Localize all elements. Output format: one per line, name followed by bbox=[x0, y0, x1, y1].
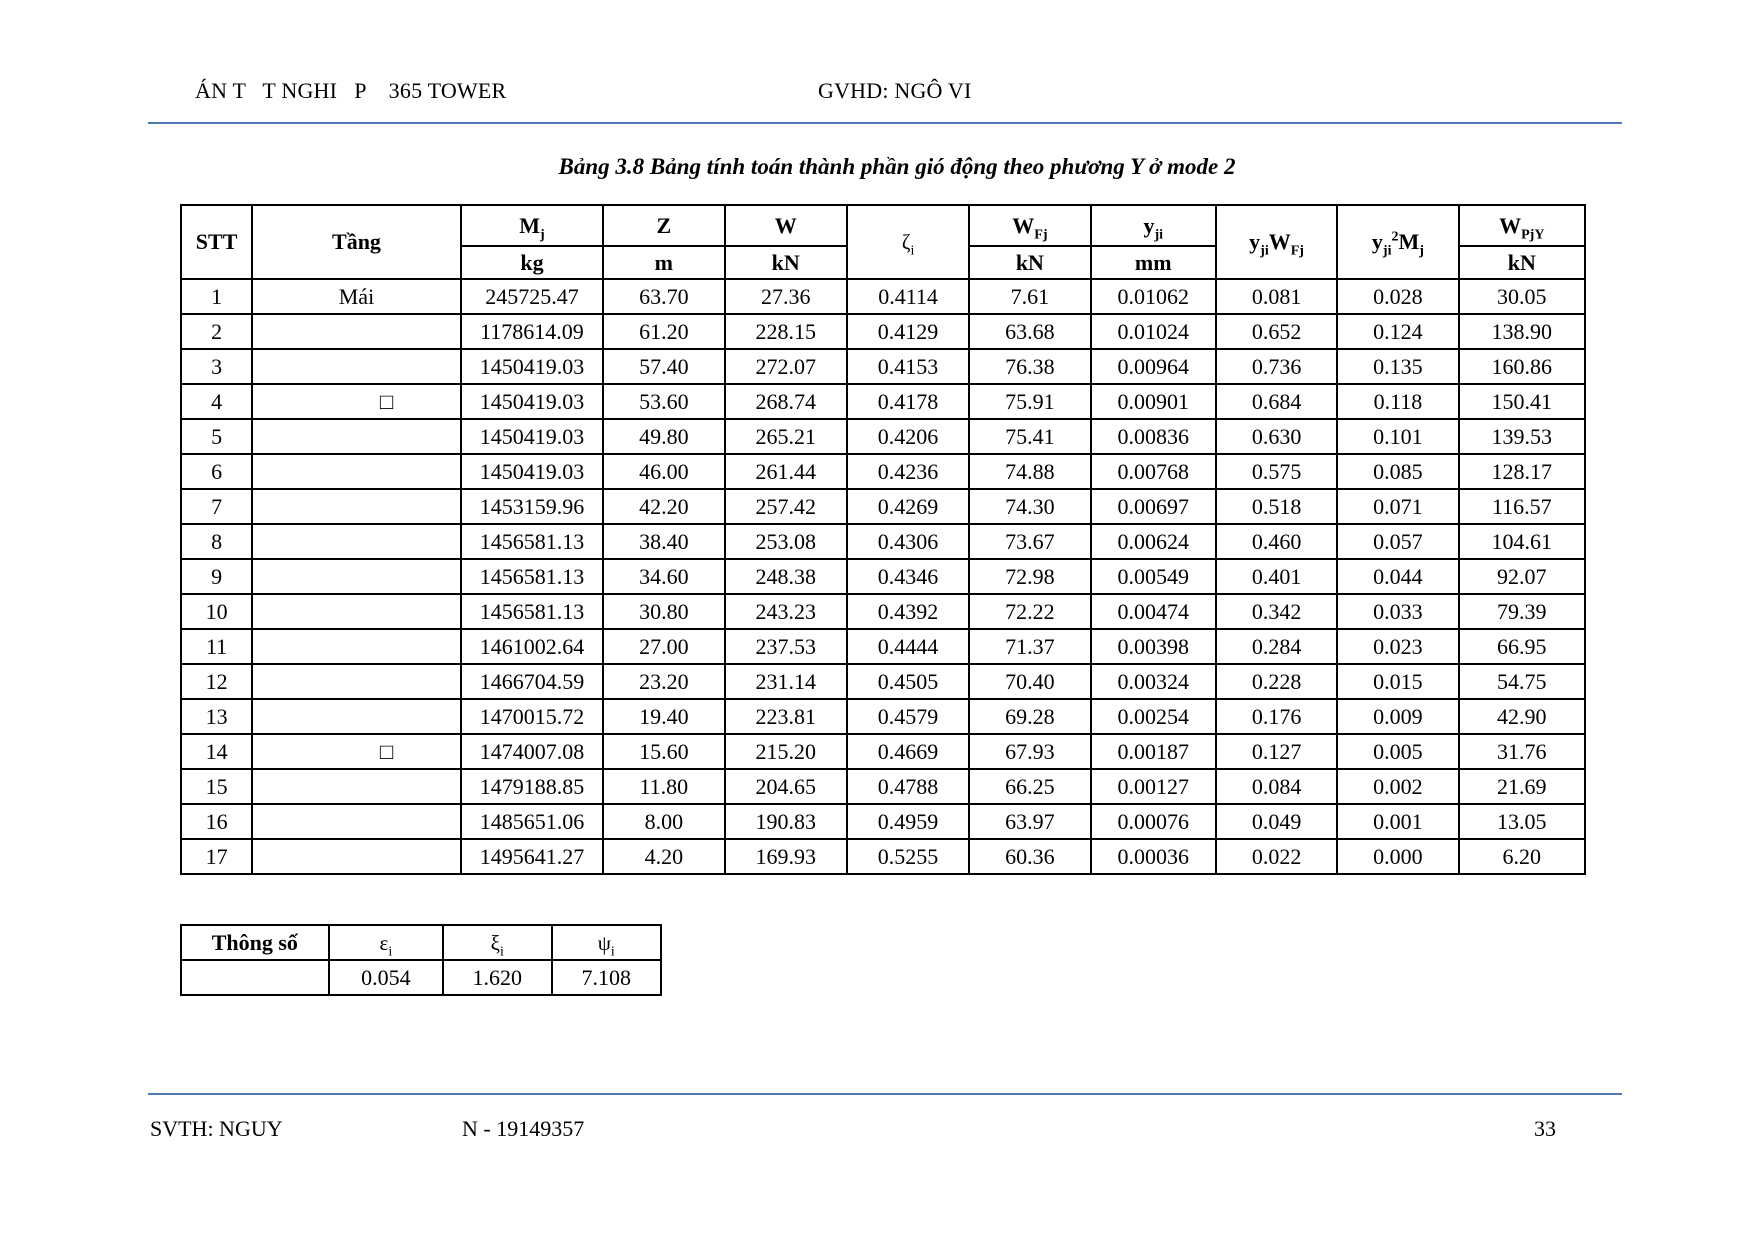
col-header-yji: $y_{ji}$ bbox=[1091, 205, 1216, 246]
cell-yji: 0.00036 bbox=[1091, 839, 1216, 874]
cell-mj: 1450419.03 bbox=[461, 384, 603, 419]
cell-tang bbox=[252, 349, 461, 384]
cell-w: 257.42 bbox=[725, 489, 847, 524]
table-row bbox=[181, 839, 1585, 874]
cell-wfj: 60.36 bbox=[969, 839, 1090, 874]
cell-mj: 1470015.72 bbox=[461, 699, 603, 734]
col-header-stt: STT bbox=[181, 205, 252, 279]
cell-stt: 12 bbox=[181, 664, 252, 699]
cell-wp: 13.05 bbox=[1459, 804, 1585, 839]
cell-y2m: 0.044 bbox=[1337, 559, 1458, 594]
cell-zeta: 0.4505 bbox=[847, 664, 969, 699]
params-psi-header: $\psi_i$ bbox=[552, 925, 661, 960]
table-row bbox=[181, 804, 1585, 839]
cell-z: 42.20 bbox=[603, 489, 724, 524]
cell-w: 265.21 bbox=[725, 419, 847, 454]
cell-yw: 0.022 bbox=[1216, 839, 1337, 874]
cell-mj: 1178614.09 bbox=[461, 314, 603, 349]
cell-y2m: 0.057 bbox=[1337, 524, 1458, 559]
cell-wfj: 73.67 bbox=[969, 524, 1090, 559]
cell-yw: 0.518 bbox=[1216, 489, 1337, 524]
col-header-mj: $M_j$ bbox=[461, 205, 603, 246]
cell-stt: 3 bbox=[181, 349, 252, 384]
cell-z: 61.20 bbox=[603, 314, 724, 349]
cell-wfj: 72.22 bbox=[969, 594, 1090, 629]
cell-stt: 10 bbox=[181, 594, 252, 629]
cell-z: 38.40 bbox=[603, 524, 724, 559]
cell-w: 231.14 bbox=[725, 664, 847, 699]
cell-z: 15.60 bbox=[603, 734, 724, 769]
cell-stt: 15 bbox=[181, 769, 252, 804]
cell-mj: 1485651.06 bbox=[461, 804, 603, 839]
cell-yji: 0.00187 bbox=[1091, 734, 1216, 769]
cell-mj: 1450419.03 bbox=[461, 454, 603, 489]
table-row bbox=[181, 769, 1585, 804]
params-xi-value: 1.620 bbox=[443, 960, 551, 995]
cell-wp: 138.90 bbox=[1459, 314, 1585, 349]
cell-yji: 0.00697 bbox=[1091, 489, 1216, 524]
table-row bbox=[181, 734, 1585, 769]
cell-stt: 1 bbox=[181, 279, 252, 314]
cell-w: 253.08 bbox=[725, 524, 847, 559]
cell-yji: 0.00964 bbox=[1091, 349, 1216, 384]
params-eps-value: 0.054 bbox=[329, 960, 443, 995]
cell-y2m: 0.002 bbox=[1337, 769, 1458, 804]
cell-mj: 1456581.13 bbox=[461, 524, 603, 559]
cell-z: 27.00 bbox=[603, 629, 724, 664]
cell-zeta: 0.4236 bbox=[847, 454, 969, 489]
cell-y2m: 0.118 bbox=[1337, 384, 1458, 419]
cell-z: 11.80 bbox=[603, 769, 724, 804]
cell-yw: 0.684 bbox=[1216, 384, 1337, 419]
params-label: Thông số bbox=[181, 925, 329, 960]
cell-tang bbox=[252, 839, 461, 874]
cell-mj: 1479188.85 bbox=[461, 769, 603, 804]
cell-tang bbox=[252, 804, 461, 839]
cell-w: 27.36 bbox=[725, 279, 847, 314]
cell-wp: 42.90 bbox=[1459, 699, 1585, 734]
cell-tang: □ bbox=[252, 384, 461, 419]
cell-wfj: 70.40 bbox=[969, 664, 1090, 699]
cell-z: 4.20 bbox=[603, 839, 724, 874]
cell-wfj: 7.61 bbox=[969, 279, 1090, 314]
col-header-w: W bbox=[725, 205, 847, 246]
cell-yji: 0.00398 bbox=[1091, 629, 1216, 664]
cell-stt: 7 bbox=[181, 489, 252, 524]
cell-w: 237.53 bbox=[725, 629, 847, 664]
cell-stt: 2 bbox=[181, 314, 252, 349]
cell-mj: 1461002.64 bbox=[461, 629, 603, 664]
cell-y2m: 0.071 bbox=[1337, 489, 1458, 524]
cell-wfj: 66.25 bbox=[969, 769, 1090, 804]
cell-wp: 54.75 bbox=[1459, 664, 1585, 699]
cell-stt: 8 bbox=[181, 524, 252, 559]
cell-wfj: 72.98 bbox=[969, 559, 1090, 594]
unit-wpjy: kN bbox=[1459, 246, 1585, 279]
cell-tang bbox=[252, 629, 461, 664]
cell-zeta: 0.4669 bbox=[847, 734, 969, 769]
cell-z: 8.00 bbox=[603, 804, 724, 839]
cell-yji: 0.00324 bbox=[1091, 664, 1216, 699]
cell-wp: 128.17 bbox=[1459, 454, 1585, 489]
cell-mj: 1453159.96 bbox=[461, 489, 603, 524]
table-row bbox=[181, 279, 1585, 314]
cell-yji: 0.00624 bbox=[1091, 524, 1216, 559]
unit-yji: mm bbox=[1091, 246, 1216, 279]
cell-stt: 16 bbox=[181, 804, 252, 839]
cell-tang bbox=[252, 524, 461, 559]
cell-z: 23.20 bbox=[603, 664, 724, 699]
col-header-yji-wfj: $y_{ji}W_{Fj}$ bbox=[1216, 205, 1337, 279]
footer-student-id: N - 19149357 bbox=[462, 1116, 585, 1141]
table-body bbox=[181, 279, 1585, 874]
cell-stt: 4 bbox=[181, 384, 252, 419]
cell-wp: 92.07 bbox=[1459, 559, 1585, 594]
cell-yw: 0.401 bbox=[1216, 559, 1337, 594]
unit-z: m bbox=[603, 246, 724, 279]
cell-zeta: 0.4788 bbox=[847, 769, 969, 804]
cell-w: 190.83 bbox=[725, 804, 847, 839]
cell-z: 30.80 bbox=[603, 594, 724, 629]
cell-mj: 1456581.13 bbox=[461, 594, 603, 629]
cell-wfj: 76.38 bbox=[969, 349, 1090, 384]
table-row bbox=[181, 489, 1585, 524]
cell-y2m: 0.101 bbox=[1337, 419, 1458, 454]
cell-stt: 17 bbox=[181, 839, 252, 874]
cell-yji: 0.00768 bbox=[1091, 454, 1216, 489]
cell-z: 57.40 bbox=[603, 349, 724, 384]
cell-mj: 1495641.27 bbox=[461, 839, 603, 874]
cell-tang bbox=[252, 454, 461, 489]
params-header-row bbox=[181, 925, 661, 960]
table-row bbox=[181, 629, 1585, 664]
cell-w: 272.07 bbox=[725, 349, 847, 384]
cell-yw: 0.284 bbox=[1216, 629, 1337, 664]
cell-yji: 0.00127 bbox=[1091, 769, 1216, 804]
cell-y2m: 0.124 bbox=[1337, 314, 1458, 349]
col-header-zeta: $\zeta_i$ bbox=[847, 205, 969, 279]
cell-y2m: 0.001 bbox=[1337, 804, 1458, 839]
table-row bbox=[181, 314, 1585, 349]
cell-tang bbox=[252, 769, 461, 804]
params-value-row bbox=[181, 960, 661, 995]
cell-tang: □ bbox=[252, 734, 461, 769]
cell-wp: 139.53 bbox=[1459, 419, 1585, 454]
cell-w: 215.20 bbox=[725, 734, 847, 769]
table-row bbox=[181, 419, 1585, 454]
header-right: GVHD: NGÔ VI bbox=[818, 78, 972, 103]
cell-zeta: 0.4346 bbox=[847, 559, 969, 594]
cell-wfj: 71.37 bbox=[969, 629, 1090, 664]
cell-y2m: 0.085 bbox=[1337, 454, 1458, 489]
cell-zeta: 0.4959 bbox=[847, 804, 969, 839]
cell-stt: 11 bbox=[181, 629, 252, 664]
cell-z: 49.80 bbox=[603, 419, 724, 454]
cell-y2m: 0.028 bbox=[1337, 279, 1458, 314]
table-row bbox=[181, 594, 1585, 629]
footer-rule bbox=[148, 1093, 1622, 1095]
col-header-yji2-mj: $y_{ji}^2M_j$ bbox=[1337, 205, 1458, 279]
cell-wfj: 75.91 bbox=[969, 384, 1090, 419]
cell-tang bbox=[252, 594, 461, 629]
cell-yji: 0.00254 bbox=[1091, 699, 1216, 734]
cell-mj: 1474007.08 bbox=[461, 734, 603, 769]
cell-zeta: 0.4129 bbox=[847, 314, 969, 349]
cell-z: 34.60 bbox=[603, 559, 724, 594]
cell-y2m: 0.015 bbox=[1337, 664, 1458, 699]
page-number: 33 bbox=[1534, 1116, 1556, 1141]
cell-yw: 0.176 bbox=[1216, 699, 1337, 734]
cell-wfj: 63.97 bbox=[969, 804, 1090, 839]
unit-w: kN bbox=[725, 246, 847, 279]
cell-mj: 1466704.59 bbox=[461, 664, 603, 699]
cell-z: 63.70 bbox=[603, 279, 724, 314]
table-caption: Bảng 3.8 Bảng tính toán thành phần gió động theo phương Y ở mode 2 bbox=[558, 154, 1236, 179]
cell-wfj: 75.41 bbox=[969, 419, 1090, 454]
footer-student: SVTH: NGUY bbox=[150, 1116, 283, 1141]
cell-yji: 0.00549 bbox=[1091, 559, 1216, 594]
cell-yji: 0.00474 bbox=[1091, 594, 1216, 629]
cell-w: 204.65 bbox=[725, 769, 847, 804]
cell-tang bbox=[252, 419, 461, 454]
cell-yw: 0.342 bbox=[1216, 594, 1337, 629]
cell-yw: 0.127 bbox=[1216, 734, 1337, 769]
table-row bbox=[181, 349, 1585, 384]
cell-tang bbox=[252, 699, 461, 734]
params-table bbox=[180, 924, 662, 996]
cell-stt: 14 bbox=[181, 734, 252, 769]
params-xi-header: $\xi_i$ bbox=[443, 925, 551, 960]
cell-wp: 21.69 bbox=[1459, 769, 1585, 804]
cell-w: 223.81 bbox=[725, 699, 847, 734]
table-row bbox=[181, 559, 1585, 594]
cell-w: 228.15 bbox=[725, 314, 847, 349]
cell-wp: 104.61 bbox=[1459, 524, 1585, 559]
header-rule bbox=[148, 122, 1622, 124]
cell-zeta: 0.4114 bbox=[847, 279, 969, 314]
cell-yji: 0.00836 bbox=[1091, 419, 1216, 454]
cell-wfj: 74.30 bbox=[969, 489, 1090, 524]
params-psi-value: 7.108 bbox=[552, 960, 661, 995]
cell-zeta: 0.4579 bbox=[847, 699, 969, 734]
cell-zeta: 0.4269 bbox=[847, 489, 969, 524]
cell-wp: 79.39 bbox=[1459, 594, 1585, 629]
table-row bbox=[181, 454, 1585, 489]
cell-wp: 66.95 bbox=[1459, 629, 1585, 664]
cell-tang bbox=[252, 489, 461, 524]
cell-wp: 30.05 bbox=[1459, 279, 1585, 314]
cell-yw: 0.228 bbox=[1216, 664, 1337, 699]
cell-yji: 0.00901 bbox=[1091, 384, 1216, 419]
cell-mj: 1450419.03 bbox=[461, 349, 603, 384]
cell-zeta: 0.4444 bbox=[847, 629, 969, 664]
params-empty-cell bbox=[181, 960, 329, 995]
col-header-tang: Tầng bbox=[252, 205, 461, 279]
cell-wp: 116.57 bbox=[1459, 489, 1585, 524]
cell-zeta: 0.4153 bbox=[847, 349, 969, 384]
cell-zeta: 0.4178 bbox=[847, 384, 969, 419]
unit-mj: kg bbox=[461, 246, 603, 279]
cell-tang bbox=[252, 559, 461, 594]
cell-stt: 6 bbox=[181, 454, 252, 489]
cell-z: 19.40 bbox=[603, 699, 724, 734]
cell-w: 261.44 bbox=[725, 454, 847, 489]
header-row-1 bbox=[181, 205, 1585, 246]
cell-wfj: 63.68 bbox=[969, 314, 1090, 349]
cell-wfj: 67.93 bbox=[969, 734, 1090, 769]
cell-y2m: 0.033 bbox=[1337, 594, 1458, 629]
params-eps-header: $\varepsilon_i$ bbox=[329, 925, 443, 960]
cell-mj: 1450419.03 bbox=[461, 419, 603, 454]
cell-stt: 13 bbox=[181, 699, 252, 734]
cell-stt: 9 bbox=[181, 559, 252, 594]
cell-wp: 160.86 bbox=[1459, 349, 1585, 384]
wind-dynamic-table bbox=[180, 204, 1586, 875]
cell-yw: 0.084 bbox=[1216, 769, 1337, 804]
cell-w: 243.23 bbox=[725, 594, 847, 629]
cell-yji: 0.01024 bbox=[1091, 314, 1216, 349]
cell-y2m: 0.005 bbox=[1337, 734, 1458, 769]
cell-wp: 31.76 bbox=[1459, 734, 1585, 769]
cell-yw: 0.736 bbox=[1216, 349, 1337, 384]
cell-y2m: 0.023 bbox=[1337, 629, 1458, 664]
table-row bbox=[181, 384, 1585, 419]
cell-z: 46.00 bbox=[603, 454, 724, 489]
cell-tang: Mái bbox=[252, 279, 461, 314]
cell-wp: 6.20 bbox=[1459, 839, 1585, 874]
table-row bbox=[181, 699, 1585, 734]
cell-zeta: 0.4392 bbox=[847, 594, 969, 629]
cell-y2m: 0.135 bbox=[1337, 349, 1458, 384]
cell-wfj: 74.88 bbox=[969, 454, 1090, 489]
cell-yw: 0.081 bbox=[1216, 279, 1337, 314]
cell-y2m: 0.009 bbox=[1337, 699, 1458, 734]
cell-yji: 0.00076 bbox=[1091, 804, 1216, 839]
cell-w: 248.38 bbox=[725, 559, 847, 594]
cell-tang bbox=[252, 664, 461, 699]
cell-tang bbox=[252, 314, 461, 349]
cell-yw: 0.652 bbox=[1216, 314, 1337, 349]
cell-w: 169.93 bbox=[725, 839, 847, 874]
cell-mj: 1456581.13 bbox=[461, 559, 603, 594]
col-header-wpjy: $W_{PjY}$ bbox=[1459, 205, 1585, 246]
cell-w: 268.74 bbox=[725, 384, 847, 419]
cell-yw: 0.460 bbox=[1216, 524, 1337, 559]
header-left: ÁN T T NGHI P 365 TOWER bbox=[195, 78, 507, 103]
cell-y2m: 0.000 bbox=[1337, 839, 1458, 874]
cell-mj: 245725.47 bbox=[461, 279, 603, 314]
cell-stt: 5 bbox=[181, 419, 252, 454]
cell-yji: 0.01062 bbox=[1091, 279, 1216, 314]
cell-wp: 150.41 bbox=[1459, 384, 1585, 419]
cell-zeta: 0.5255 bbox=[847, 839, 969, 874]
cell-yw: 0.630 bbox=[1216, 419, 1337, 454]
cell-yw: 0.575 bbox=[1216, 454, 1337, 489]
table-row bbox=[181, 524, 1585, 559]
unit-wfj: kN bbox=[969, 246, 1090, 279]
cell-zeta: 0.4206 bbox=[847, 419, 969, 454]
col-header-wfj: $W_{Fj}$ bbox=[969, 205, 1090, 246]
table-row bbox=[181, 664, 1585, 699]
col-header-z: Z bbox=[603, 205, 724, 246]
cell-zeta: 0.4306 bbox=[847, 524, 969, 559]
cell-wfj: 69.28 bbox=[969, 699, 1090, 734]
cell-yw: 0.049 bbox=[1216, 804, 1337, 839]
cell-z: 53.60 bbox=[603, 384, 724, 419]
